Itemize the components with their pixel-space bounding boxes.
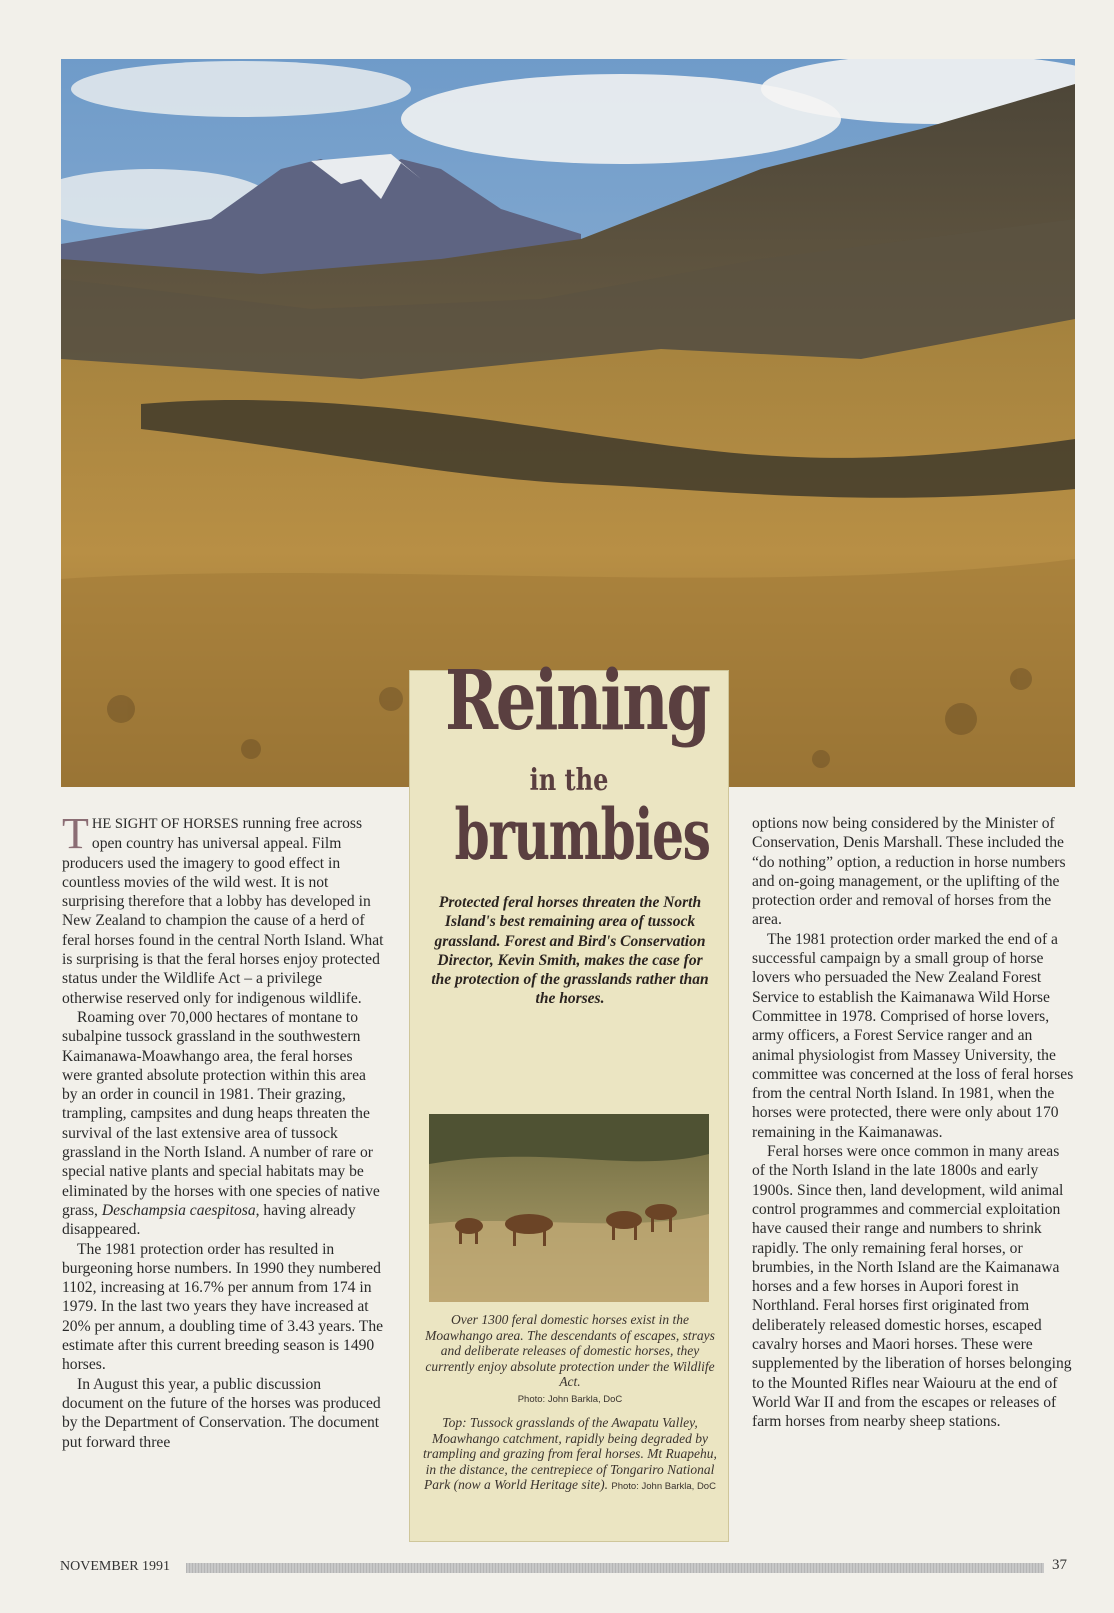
paragraph-1-text: running free across open country has universal appeal. Film producers used the imagery to good effect in countless movies of the wild west. It is not surprising therefore that a lobby has developed in New Zealand to champion the cause of a herd of feral horses found in the central North Island. What is surprising is that the feral horses enjoy protected status under the Wildlife Act – a privilege otherwise reserved only for indigenous wildlife. [62,815,384,1007]
article-paragraph-4: In August this year, a public discussion document on the future of the horses was produced by the Department of Conservation. The document put forward three [62,1375,381,1451]
inset-photo [429,1114,709,1302]
feral-horses-photo [429,1114,709,1302]
headline-reining: Reining [444,653,709,749]
drop-cap: T [62,809,89,858]
inset-photo-caption [422,1312,718,1408]
article-paragraph-6: The 1981 protection order marked the end of a successful campaign by a small group of horse lovers who persuaded the New Zealand Forest Service to establish the Kaimanawa Wild Horse Committee in 1978. Comprised of horse lovers, army officers, a Forest Service ranger and an animal physiologist from Massey University, the committee was concerned at the loss of feral horses from the central North Island. In 1981, when the horses were protected, there were only about 170 remaining in the Kaimanawas. [752,930,1074,1141]
top-photo-credit: Photo: John Barkla, DoC [611,1481,716,1493]
paragraph-2-text: Roaming over 70,000 hectares of montane to subalpine tussock grassland in the southwestern Kaimanawa-Moawhango area, the feral horses were granted absolute protection within this area by an order in council in 1981. Their grazing, trampling, campsites and dung heaps threaten the survival of the last extensive area of tussock grassland in the North Island. A number of rare or special native plants and special habitats may be eliminated by the horses with one species of native grass, [62,1008,380,1219]
standfirst: Protected feral horses threaten the North Island's best remaining area of tussock grassland. Forest and Bird's Conservation Director, Kevin Smith, makes the case for the protection of the grasslands rather than the horses. [431,894,709,1008]
article-column-3 [752,814,1074,1432]
article-paragraph-3: The 1981 protection order has resulted in burgeoning horse numbers. In 1990 they numbered 1102, increasing at 16.7% per annum from 174 in 1979. In the last two years they have increased at 20% per annum, a doubling time of 3.43 years. The estimate after this current breeding season is 1490 horses. [62,1240,384,1374]
article-paragraph-5: options now being considered by the Minister of Conservation, Denis Marshall. These included the “do nothing” option, a reduction in horse numbers and on-going management, or the uplifting of the protection order and removal of horses from the area. [752,815,1066,929]
inset-caption-text: Over 1300 feral domestic horses exist in the Moawhango area. The descendants of escapes, strays and deliberate releases of domestic horses, they currently enjoy absolute protection under the Wildlife Act. [425,1312,715,1390]
inset-photo-credit: Photo: John Barkla, DoC [517,1393,623,1405]
top-caption-text: Top: Tussock grasslands of the Awapatu Valley, Moawhango catchment, rapidly being degraded by trampling and grazing from feral horses. Mt Ruapehu, in the distance, the centrepiece of Tongariro National Park (now a World Heritage site). [423,1415,717,1493]
article-paragraph-7: Feral horses were once common in many areas of the North Island in the late 1800s and early 1900s. Since then, land development, wild animal control programmes and commercial exploitation have caused their range and numbers to shrink rapidly. The only remaining feral horses, or brumbies, in the North Island are the Kaimanawa horses and a few horses in Aupori forest in Northland. Feral horses first originated from deliberately released domestic horses, escaped cavalry horses and Maori horses. These were supplemented by the liberation of horses belonging to the Mounted Rifles near Waiouru at the end of World War II and from the escapes or releases of farm horses from nearby sheep stations. [752,1143,1072,1431]
footer-date: NOVEMBER 1991 [60,1559,171,1574]
headline-brumbies: brumbies [454,793,710,876]
article-column-1 [62,809,384,1452]
footer-rule [186,1563,1044,1573]
species-name: Deschampsia caespitosa [101,1201,256,1219]
article-paragraph-1 [62,809,384,1008]
title-panel [409,653,729,1542]
paragraph-2-end: , having already disappeared. [62,1201,356,1239]
top-photo-caption [422,1415,718,1495]
article-paragraph-2 [62,1008,384,1240]
headline-in-the: in the [529,763,609,798]
page-number: 37 [1052,1557,1067,1573]
lead-in-caps: HE SIGHT OF HORSES [91,816,239,832]
